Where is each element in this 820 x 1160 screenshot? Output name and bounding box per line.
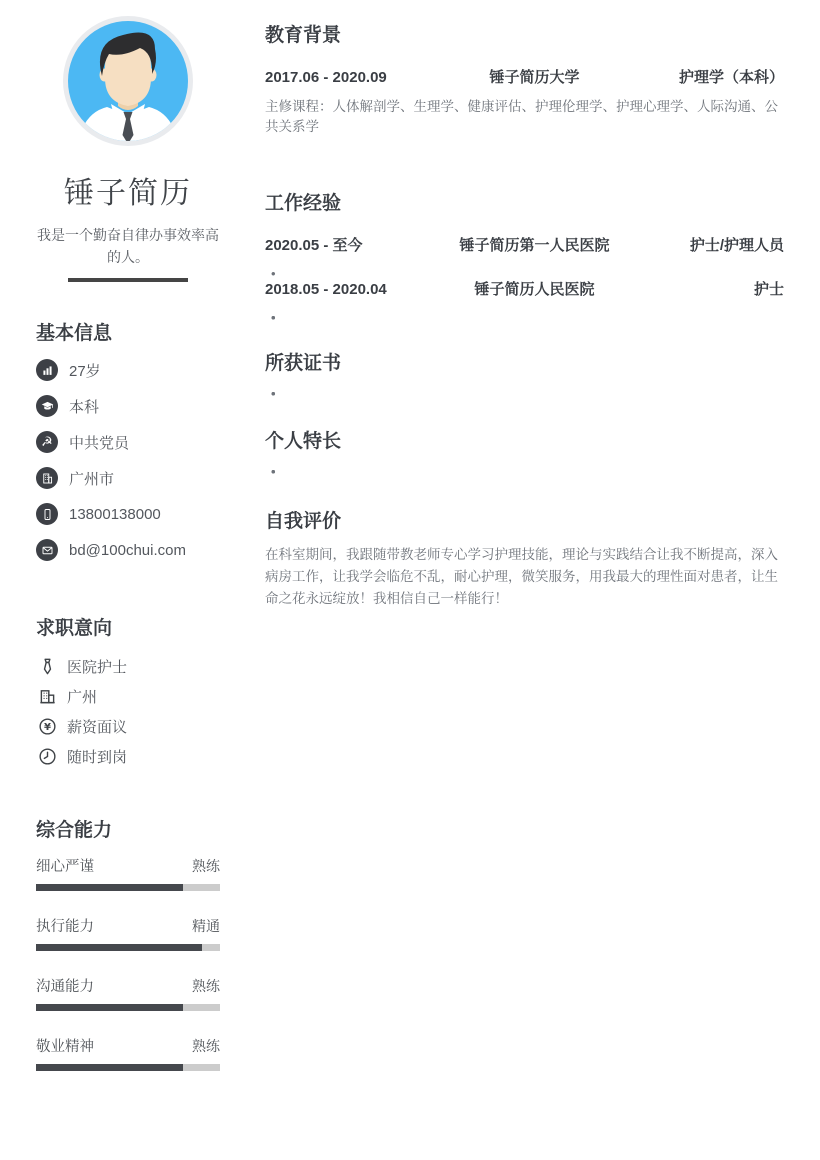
strengths-title: 个人特长 — [265, 431, 342, 452]
skill-name: 沟通能力 — [36, 979, 94, 995]
skill-bar-track — [36, 1004, 220, 1011]
job-intent-item — [36, 655, 220, 677]
basic-info-title: 基本信息 — [36, 323, 113, 344]
skills-list — [36, 855, 220, 1071]
job-intent-list — [36, 655, 220, 767]
city-icon — [36, 467, 58, 489]
skill-level-label: 熟练 — [192, 978, 220, 994]
phone-icon — [36, 503, 58, 525]
work-period: 2020.05 - 至今 — [265, 237, 363, 254]
sidebar — [0, 0, 265, 1160]
work-entry-head — [265, 236, 784, 256]
self-evaluation-text: 在科室期间，我跟随带教老师专心学习护理技能，理论与实践结合让我不断提高，深入病房工作，让我学会临危不乱，耐心护理，微笑服务，用我最大的理性面对患者，让生命之花永远绽放！我相信自己一样能行！ — [265, 547, 778, 606]
avatar-illustration — [63, 16, 193, 146]
job-intent-section — [36, 617, 220, 767]
work-position: 护士/护理人员 — [689, 237, 784, 254]
education-description: 主修课程：人体解剖学、生理学、健康评估、护理伦理学、护理心理学、人际沟通、公共关系学 — [265, 99, 778, 134]
work-entry — [265, 236, 784, 256]
basic-info-section — [36, 322, 220, 561]
email-icon — [36, 539, 58, 561]
education-school: 锤子简历大学 — [489, 69, 580, 86]
education-period: 2017.06 - 2020.09 — [265, 69, 387, 86]
skill-level-label: 熟练 — [192, 1038, 220, 1054]
education-major: 护理学（本科） — [678, 69, 784, 86]
self-evaluation-title: 自我评价 — [265, 511, 342, 532]
skill-head — [36, 975, 220, 995]
work-company: 锤子简历人民医院 — [474, 281, 595, 298]
basic-info-item — [36, 395, 220, 417]
job-intent-title: 求职意向 — [36, 618, 113, 639]
basic-info-label: bd@100chui.com — [69, 541, 186, 559]
skill-bar-track — [36, 1064, 220, 1071]
work-entry — [265, 280, 784, 300]
skill-item — [36, 975, 220, 1011]
job-intent-label: 广州 — [67, 688, 98, 706]
job-intent-label: 随时到岗 — [67, 748, 128, 766]
candidate-tagline: 我是一个勤奋自律办事效率高的人。 — [37, 227, 219, 265]
skill-head — [36, 915, 220, 935]
skill-bar-fill — [36, 1004, 183, 1011]
candidate-name: 锤子简历 — [64, 177, 192, 210]
job-intent-label: 医院护士 — [67, 658, 128, 676]
work-title: 工作经验 — [265, 193, 342, 214]
basic-info-item — [36, 503, 220, 525]
basic-info-label: 27岁 — [69, 362, 101, 380]
basic-info-item — [36, 467, 220, 489]
skill-head — [36, 855, 220, 875]
work-section — [265, 192, 784, 300]
certificates-title: 所获证书 — [265, 353, 342, 374]
education-entry — [265, 68, 784, 136]
basic-info-item — [36, 539, 220, 561]
work-company: 锤子简历第一人民医院 — [459, 237, 610, 254]
party-icon: ☭ — [36, 431, 58, 453]
job-intent-item — [36, 715, 220, 737]
tagline-divider — [68, 278, 188, 282]
main-column — [265, 0, 820, 1160]
skill-bar-fill — [36, 1064, 183, 1071]
work-entry-head — [265, 280, 784, 300]
salary-icon — [36, 715, 58, 737]
education-icon — [36, 395, 58, 417]
skill-item — [36, 915, 220, 951]
avatar — [63, 16, 193, 146]
basic-info-label: 广州市 — [69, 470, 115, 488]
skill-level-label: 精通 — [192, 918, 220, 934]
skills-title: 综合能力 — [36, 820, 113, 841]
skill-head — [36, 1035, 220, 1055]
skills-section — [36, 819, 220, 1071]
basic-info-label: 本科 — [69, 398, 100, 416]
skill-level-label: 熟练 — [192, 858, 220, 874]
work-position: 护士 — [753, 281, 784, 298]
skill-bar-fill — [36, 884, 183, 891]
skill-name: 敬业精神 — [36, 1039, 94, 1055]
job-intent-item — [36, 685, 220, 707]
skill-name: 细心严谨 — [36, 859, 94, 875]
self-evaluation-section — [265, 510, 784, 610]
certificates-section — [265, 352, 784, 376]
education-entry-head — [265, 68, 784, 88]
skill-item — [36, 855, 220, 891]
education-title: 教育背景 — [265, 25, 342, 46]
skill-name: 执行能力 — [36, 919, 94, 935]
job-intent-item — [36, 745, 220, 767]
education-section — [265, 24, 784, 136]
job-intent-label: 薪资面议 — [67, 718, 128, 736]
basic-info-label: 13800138000 — [69, 505, 161, 523]
skill-bar-fill — [36, 944, 202, 951]
skill-item — [36, 1035, 220, 1071]
basic-info-label: 中共党员 — [69, 434, 130, 452]
basic-info-list — [36, 359, 220, 561]
work-entries — [265, 236, 784, 300]
age-icon — [36, 359, 58, 381]
basic-info-item — [36, 431, 220, 453]
work-period: 2018.05 - 2020.04 — [265, 281, 387, 298]
svg-text:¥: ¥ — [43, 721, 51, 733]
position-icon — [36, 655, 58, 677]
availability-icon — [36, 745, 58, 767]
skill-bar-track — [36, 884, 220, 891]
strengths-section — [265, 430, 784, 454]
skill-bar-track — [36, 944, 220, 951]
intent-city-icon — [36, 685, 58, 707]
basic-info-item — [36, 359, 220, 381]
